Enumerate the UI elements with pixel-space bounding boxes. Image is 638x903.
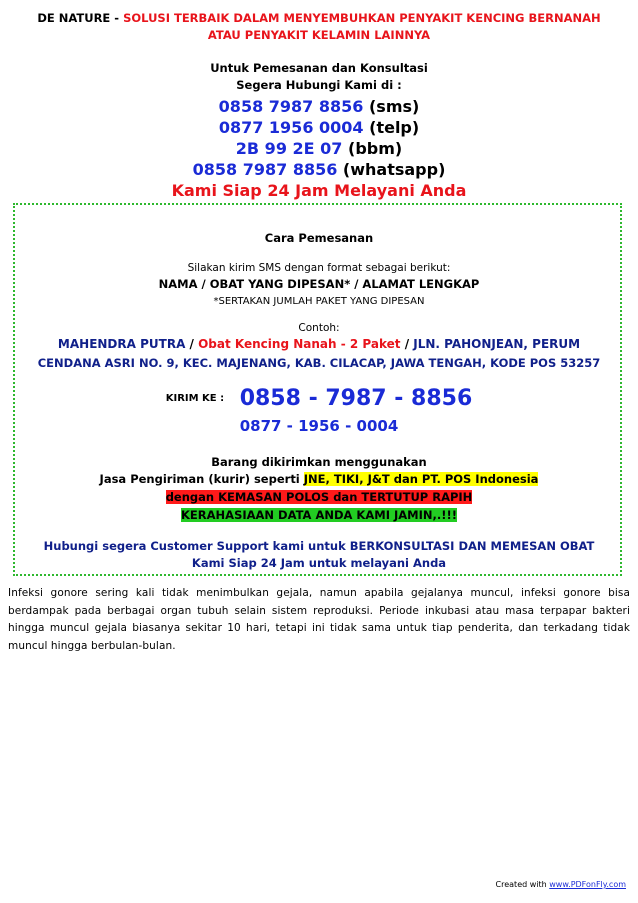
headline-line2: ATAU PENYAKIT KELAMIN LAINNYA bbox=[207, 28, 431, 42]
phone-type: (bbm) bbox=[348, 139, 403, 158]
example-address-line1: JLN. PAHONJEAN, PERUM bbox=[413, 337, 581, 351]
packaging-line bbox=[0, 490, 638, 504]
shipping-couriers: JNE, TIKI, J&T dan PT. POS Indonesia bbox=[303, 472, 539, 486]
contact-intro-line1: Untuk Pemesanan dan Konsultasi bbox=[210, 61, 428, 75]
privacy-line bbox=[0, 508, 638, 522]
send-to-number-secondary: 0877 - 1956 - 0004 bbox=[239, 417, 399, 435]
phone-type: (whatsapp) bbox=[342, 160, 446, 179]
example-separator: / bbox=[400, 337, 414, 351]
footer-credit-prefix: Created with bbox=[495, 880, 550, 889]
phone-whatsapp bbox=[0, 160, 638, 180]
contact-intro bbox=[0, 60, 638, 94]
footer-credit bbox=[496, 880, 626, 889]
phone-sms bbox=[0, 97, 638, 117]
shipping-line2 bbox=[0, 472, 638, 486]
phone-bbm bbox=[0, 139, 638, 159]
shipping-prefix: Jasa Pengiriman (kurir) seperti bbox=[99, 472, 304, 486]
sms-format-note: *SERTAKAN JUMLAH PAKET YANG DIPESAN bbox=[213, 296, 425, 307]
contact-intro-line2: Segera Hubungi Kami di : bbox=[236, 78, 402, 92]
example-address-line2: CENDANA ASRI NO. 9, KEC. MAJENANG, KAB. CILACAP, JAWA TENGAH, KODE POS 53257 bbox=[37, 356, 601, 370]
packaging-text: dengan KEMASAN POLOS dan TERTUTUP RAPIH bbox=[165, 490, 473, 504]
phone-number: 0877 1956 0004 bbox=[218, 118, 364, 137]
article-paragraph: Infeksi gonore sering kali tidak menimbulkan gejala, namun apabila gejalanya muncul, infeksi gonore bisa berdampak pada berbagai organ tubuh selain sistem reproduksi. Periode inkubasi atau masa terpapar bakteri hingga muncul gejala biasanya sekitar 10 hari, tetapi ini tidak sama untuk tiap penderita, dan terkadang tidak muncul hingga berbulan-bulan. bbox=[8, 587, 630, 652]
footer-credit-link[interactable]: www.PDFonFly.com bbox=[549, 880, 626, 889]
shipping-line1: Barang dikirimkan menggunakan bbox=[211, 455, 427, 469]
phone-type: (telp) bbox=[369, 118, 420, 137]
example-product: Obat Kencing Nanah - 2 Paket bbox=[198, 337, 401, 351]
phone-number: 0858 7987 8856 bbox=[192, 160, 338, 179]
send-to-number-primary: 0858 - 7987 - 8856 bbox=[239, 386, 473, 411]
privacy-text: KERAHASIAAN DATA ANDA KAMI JAMIN,.!!! bbox=[181, 508, 457, 522]
order-box-title: Cara Pemesanan bbox=[264, 231, 374, 245]
phone-telp bbox=[0, 118, 638, 138]
send-to-label: KIRIM KE : bbox=[165, 393, 225, 404]
service-tagline: Kami Siap 24 Jam Melayani Anda bbox=[171, 181, 467, 200]
sms-format: NAMA / OBAT YANG DIPESAN* / ALAMAT LENGKAP bbox=[158, 277, 480, 291]
page-header bbox=[20, 10, 618, 44]
example-line1 bbox=[0, 337, 638, 351]
example-separator: / bbox=[185, 337, 199, 351]
cta-line2: Kami Siap 24 Jam untuk melayani Anda bbox=[191, 556, 447, 570]
send-to-row bbox=[0, 386, 638, 411]
phone-type: (sms) bbox=[368, 97, 420, 116]
phone-number: 2B 99 2E 07 bbox=[235, 139, 343, 158]
example-name: MAHENDRA PUTRA bbox=[57, 337, 186, 351]
phone-number: 0858 7987 8856 bbox=[218, 97, 364, 116]
headline-line1: SOLUSI TERBAIK DALAM MENYEMBUHKAN PENYAKIT KENCING BERNANAH bbox=[123, 11, 601, 25]
example-label: Contoh: bbox=[298, 322, 340, 334]
cta-line1: Hubungi segera Customer Support kami untuk BERKONSULTASI DAN MEMESAN OBAT bbox=[43, 539, 595, 553]
sms-instruction: Silakan kirim SMS dengan format sebagai berikut: bbox=[187, 262, 451, 274]
brand-name: DE NATURE - bbox=[37, 11, 120, 25]
